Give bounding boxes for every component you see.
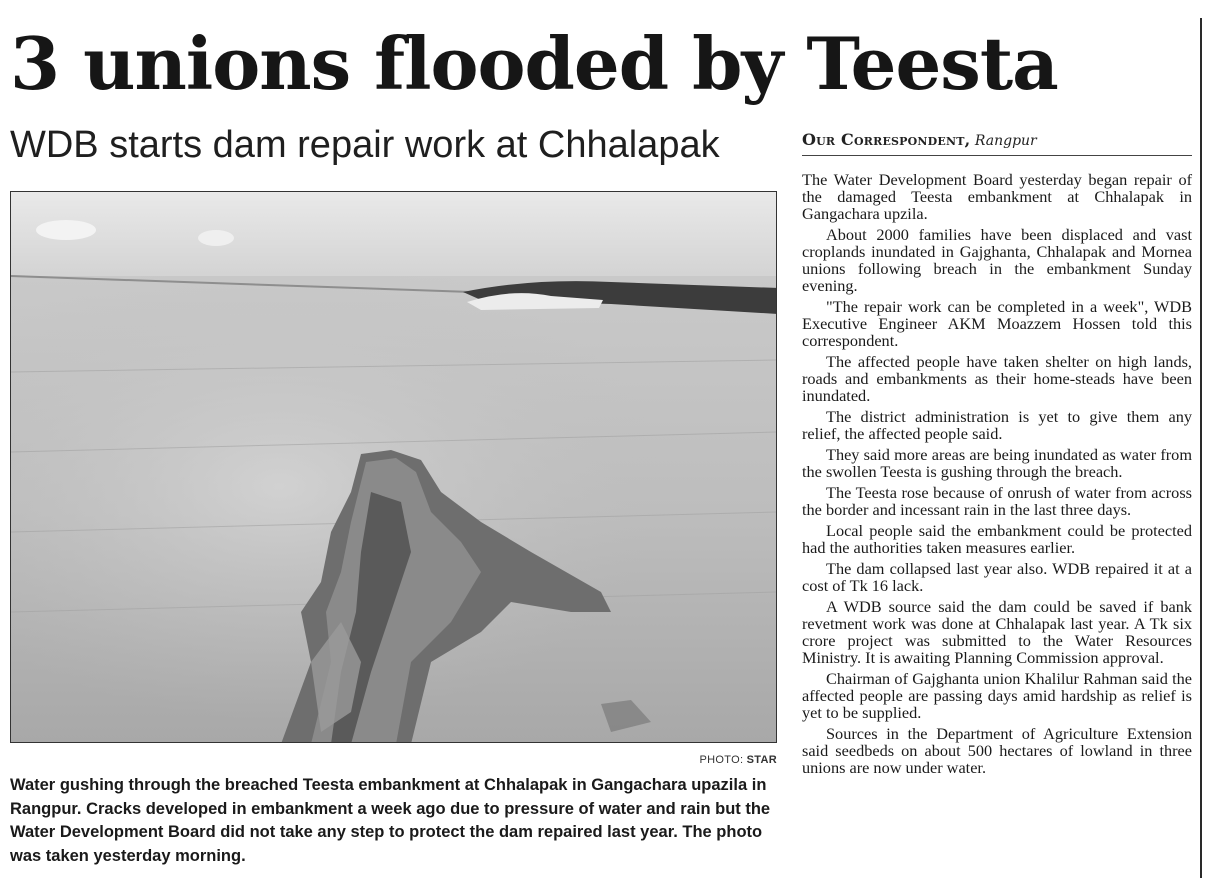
- subheadline: WDB starts dam repair work at Chhalapak: [10, 124, 720, 166]
- article-paragraph: About 2000 families have been displaced and vast croplands inundated in Gajghanta, Chhalapak and Mornea unions following breach in the embankment Sunday evening.: [802, 225, 1192, 295]
- news-photo: [10, 191, 777, 743]
- byline-name: Our Correspondent,: [802, 130, 971, 149]
- article-paragraph: "The repair work can be completed in a week", WDB Executive Engineer AKM Moazzem Hossen told this correspondent.: [802, 297, 1192, 350]
- sky: [11, 192, 777, 282]
- article-paragraph: Local people said the embankment could be protected had the authorities taken measures earlier.: [802, 521, 1192, 557]
- article-paragraph: The Water Development Board yesterday began repair of the damaged Teesta embankment at Chhalapak in Gangachara upzila.: [802, 170, 1192, 223]
- article-paragraph: Chairman of Gajghanta union Khalilur Rahman said the affected people are passing days amid hardship as relief is yet to be supplied.: [802, 669, 1192, 722]
- photo-credit-label: PHOTO:: [699, 754, 744, 766]
- article-paragraph: The dam collapsed last year also. WDB repaired it at a cost of Tk 16 lack.: [802, 559, 1192, 595]
- article-paragraph: The affected people have taken shelter on high lands, roads and embankments as their home-steads have been inundated.: [802, 352, 1192, 405]
- photo-credit-source: STAR: [746, 754, 777, 766]
- photo-credit: [600, 754, 777, 766]
- cloud: [36, 220, 96, 240]
- article-paragraph: A WDB source said the dam could be saved if bank revetment work was done at Chhalapak last year. A Tk six crore project was submitted to the Water Resources Ministry. It is awaiting Planning Commission approval.: [802, 597, 1192, 667]
- article-paragraph: The Teesta rose because of onrush of water from across the border and incessant rain in the last three days.: [802, 483, 1192, 519]
- column-divider: [1200, 18, 1202, 878]
- article-paragraph: They said more areas are being inundated as water from the swollen Teesta is gushing through the breach.: [802, 445, 1192, 481]
- photo-caption: Water gushing through the breached Teesta embankment at Chhalapak in Gangachara upazila in Rangpur. Cracks developed in embankment a week ago due to pressure of water and rain but the Water Development Board did not take any step to protect the dam repaired last year. The photo was taken yesterday morning.: [10, 776, 771, 865]
- byline: [802, 130, 1192, 156]
- byline-place: Rangpur: [974, 133, 1037, 149]
- article-body: [802, 171, 1192, 780]
- article-paragraph: The district administration is yet to give them any relief, the affected people said.: [802, 407, 1192, 443]
- article-paragraph: Sources in the Department of Agriculture Extension said seedbeds on about 500 hectares of lowland in three unions are now under water.: [802, 724, 1192, 777]
- headline: 3 unions flooded by Teesta: [10, 21, 1058, 106]
